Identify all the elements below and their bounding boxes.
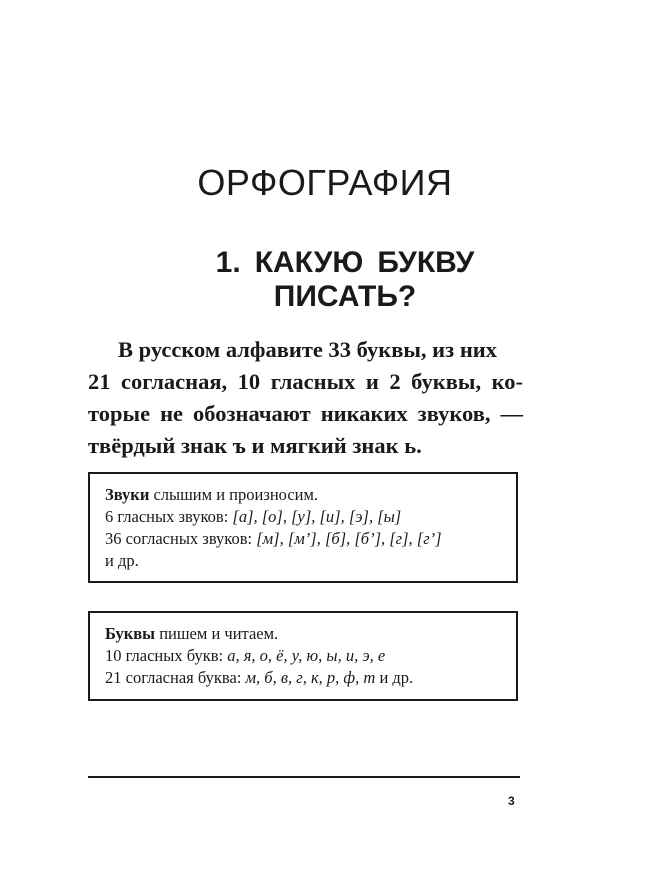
letters-term: Буквы — [105, 624, 156, 643]
sounds-vowels-row — [105, 506, 502, 528]
chapter-title: ОРФОГРАФИЯ — [197, 162, 453, 204]
section-number: 1. — [215, 246, 241, 279]
letters-term-rest: пишем и читаем. — [155, 624, 279, 643]
letters-vowels-value: а, я, о, ё, у, ю, ы, и, э, е — [227, 646, 386, 665]
intro-line-1: В русском алфавите 33 буквы, из них — [118, 337, 497, 362]
sounds-vowels-value: [а], [о], [у], [и], [э], [ы] — [232, 507, 402, 526]
letters-consonants-value: м, б, в, г, к, р, ф, т — [245, 668, 376, 687]
letters-consonants-row — [105, 667, 502, 689]
letters-box — [88, 611, 518, 701]
letters-vowels-label: 10 гласных букв: — [105, 646, 228, 665]
sounds-definition — [105, 484, 502, 506]
intro-line-4: твёрдый знак ъ и мягкий знак ь. — [88, 433, 422, 458]
letters-vowels-row — [105, 645, 502, 667]
letters-consonants-label: 21 согласная буква: — [105, 668, 246, 687]
section-title-line-1 — [40, 246, 650, 280]
intro-line-2: 21 согласная, 10 гласных и 2 буквы, ко- — [88, 369, 523, 394]
intro-line-3: торые не обозначают никаких звуков, — — [88, 401, 523, 426]
sounds-etc: и др. — [105, 551, 139, 570]
footer-divider — [88, 776, 520, 778]
sounds-term-rest: слышим и произносим. — [149, 485, 319, 504]
sounds-term: Звуки — [105, 485, 150, 504]
sounds-vowels-label: 6 гласных звуков: — [105, 507, 233, 526]
sounds-consonants-value: [м], [м’], [б], [б’], [г], [г’] — [256, 529, 442, 548]
page-number: 3 — [508, 794, 515, 808]
letters-definition — [105, 623, 502, 645]
section-title-word-2: БУКВУ — [377, 246, 475, 279]
letters-etc: и др. — [375, 668, 414, 687]
section-title-word-1: КАКУЮ — [254, 246, 364, 279]
intro-paragraph — [88, 334, 523, 462]
section-title — [0, 246, 650, 314]
sounds-box — [88, 472, 518, 583]
sounds-consonants-row — [105, 528, 502, 550]
section-title-line-2: ПИСАТЬ? — [273, 280, 417, 313]
sounds-consonants-label: 36 согласных звуков: — [105, 529, 257, 548]
